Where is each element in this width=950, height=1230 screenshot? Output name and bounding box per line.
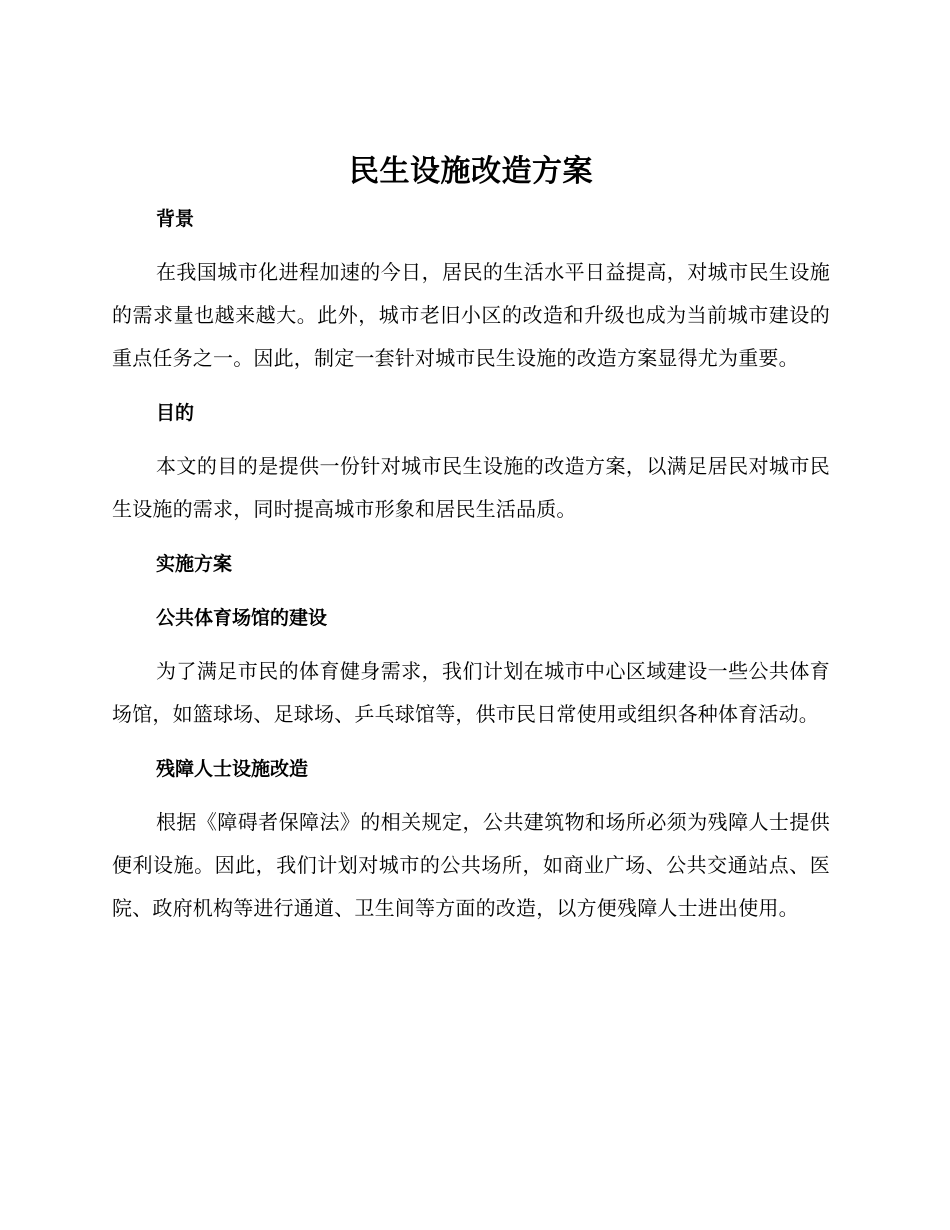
- section-heading-implementation: 实施方案: [156, 553, 233, 575]
- section-heading-purpose: 目的: [156, 402, 195, 424]
- section-paragraph-background: 在我国城市化进程加速的今日，居民的生活水平日益提高，对城市民生设施的需求量也越来越大。此外，城市老旧小区的改造和升级也成为当前城市建设的重点任务之一。因此，制定一套针对城市民生设施的改造方案显得尤为重要。: [112, 260, 830, 370]
- document-body: [112, 150, 830, 930]
- section-paragraph-purpose: 本文的目的是提供一份针对城市民生设施的改造方案，以满足居民对城市民生设施的需求，同时提高城市形象和居民生活品质。: [112, 454, 830, 521]
- section-paragraph-accessibility: 根据《障碍者保障法》的相关规定，公共建筑物和场所必须为残障人士提供便利设施。因此，我们计划对城市的公共场所，如商业广场、公共交通站点、医院、政府机构等进行通道、卫生间等方面的改造，以方便残障人士进出使用。: [112, 810, 830, 920]
- section-heading-background: 背景: [156, 208, 195, 230]
- section-heading-accessibility: 残障人士设施改造: [156, 758, 309, 780]
- section-paragraph-sports-venues: 为了满足市民的体育健身需求，我们计划在城市中心区域建设一些公共体育场馆，如篮球场、足球场、乒乓球馆等，供市民日常使用或组织各种体育活动。: [112, 659, 830, 726]
- document-title: 民生设施改造方案: [349, 154, 593, 189]
- section-heading-sports-venues: 公共体育场馆的建设: [156, 607, 328, 629]
